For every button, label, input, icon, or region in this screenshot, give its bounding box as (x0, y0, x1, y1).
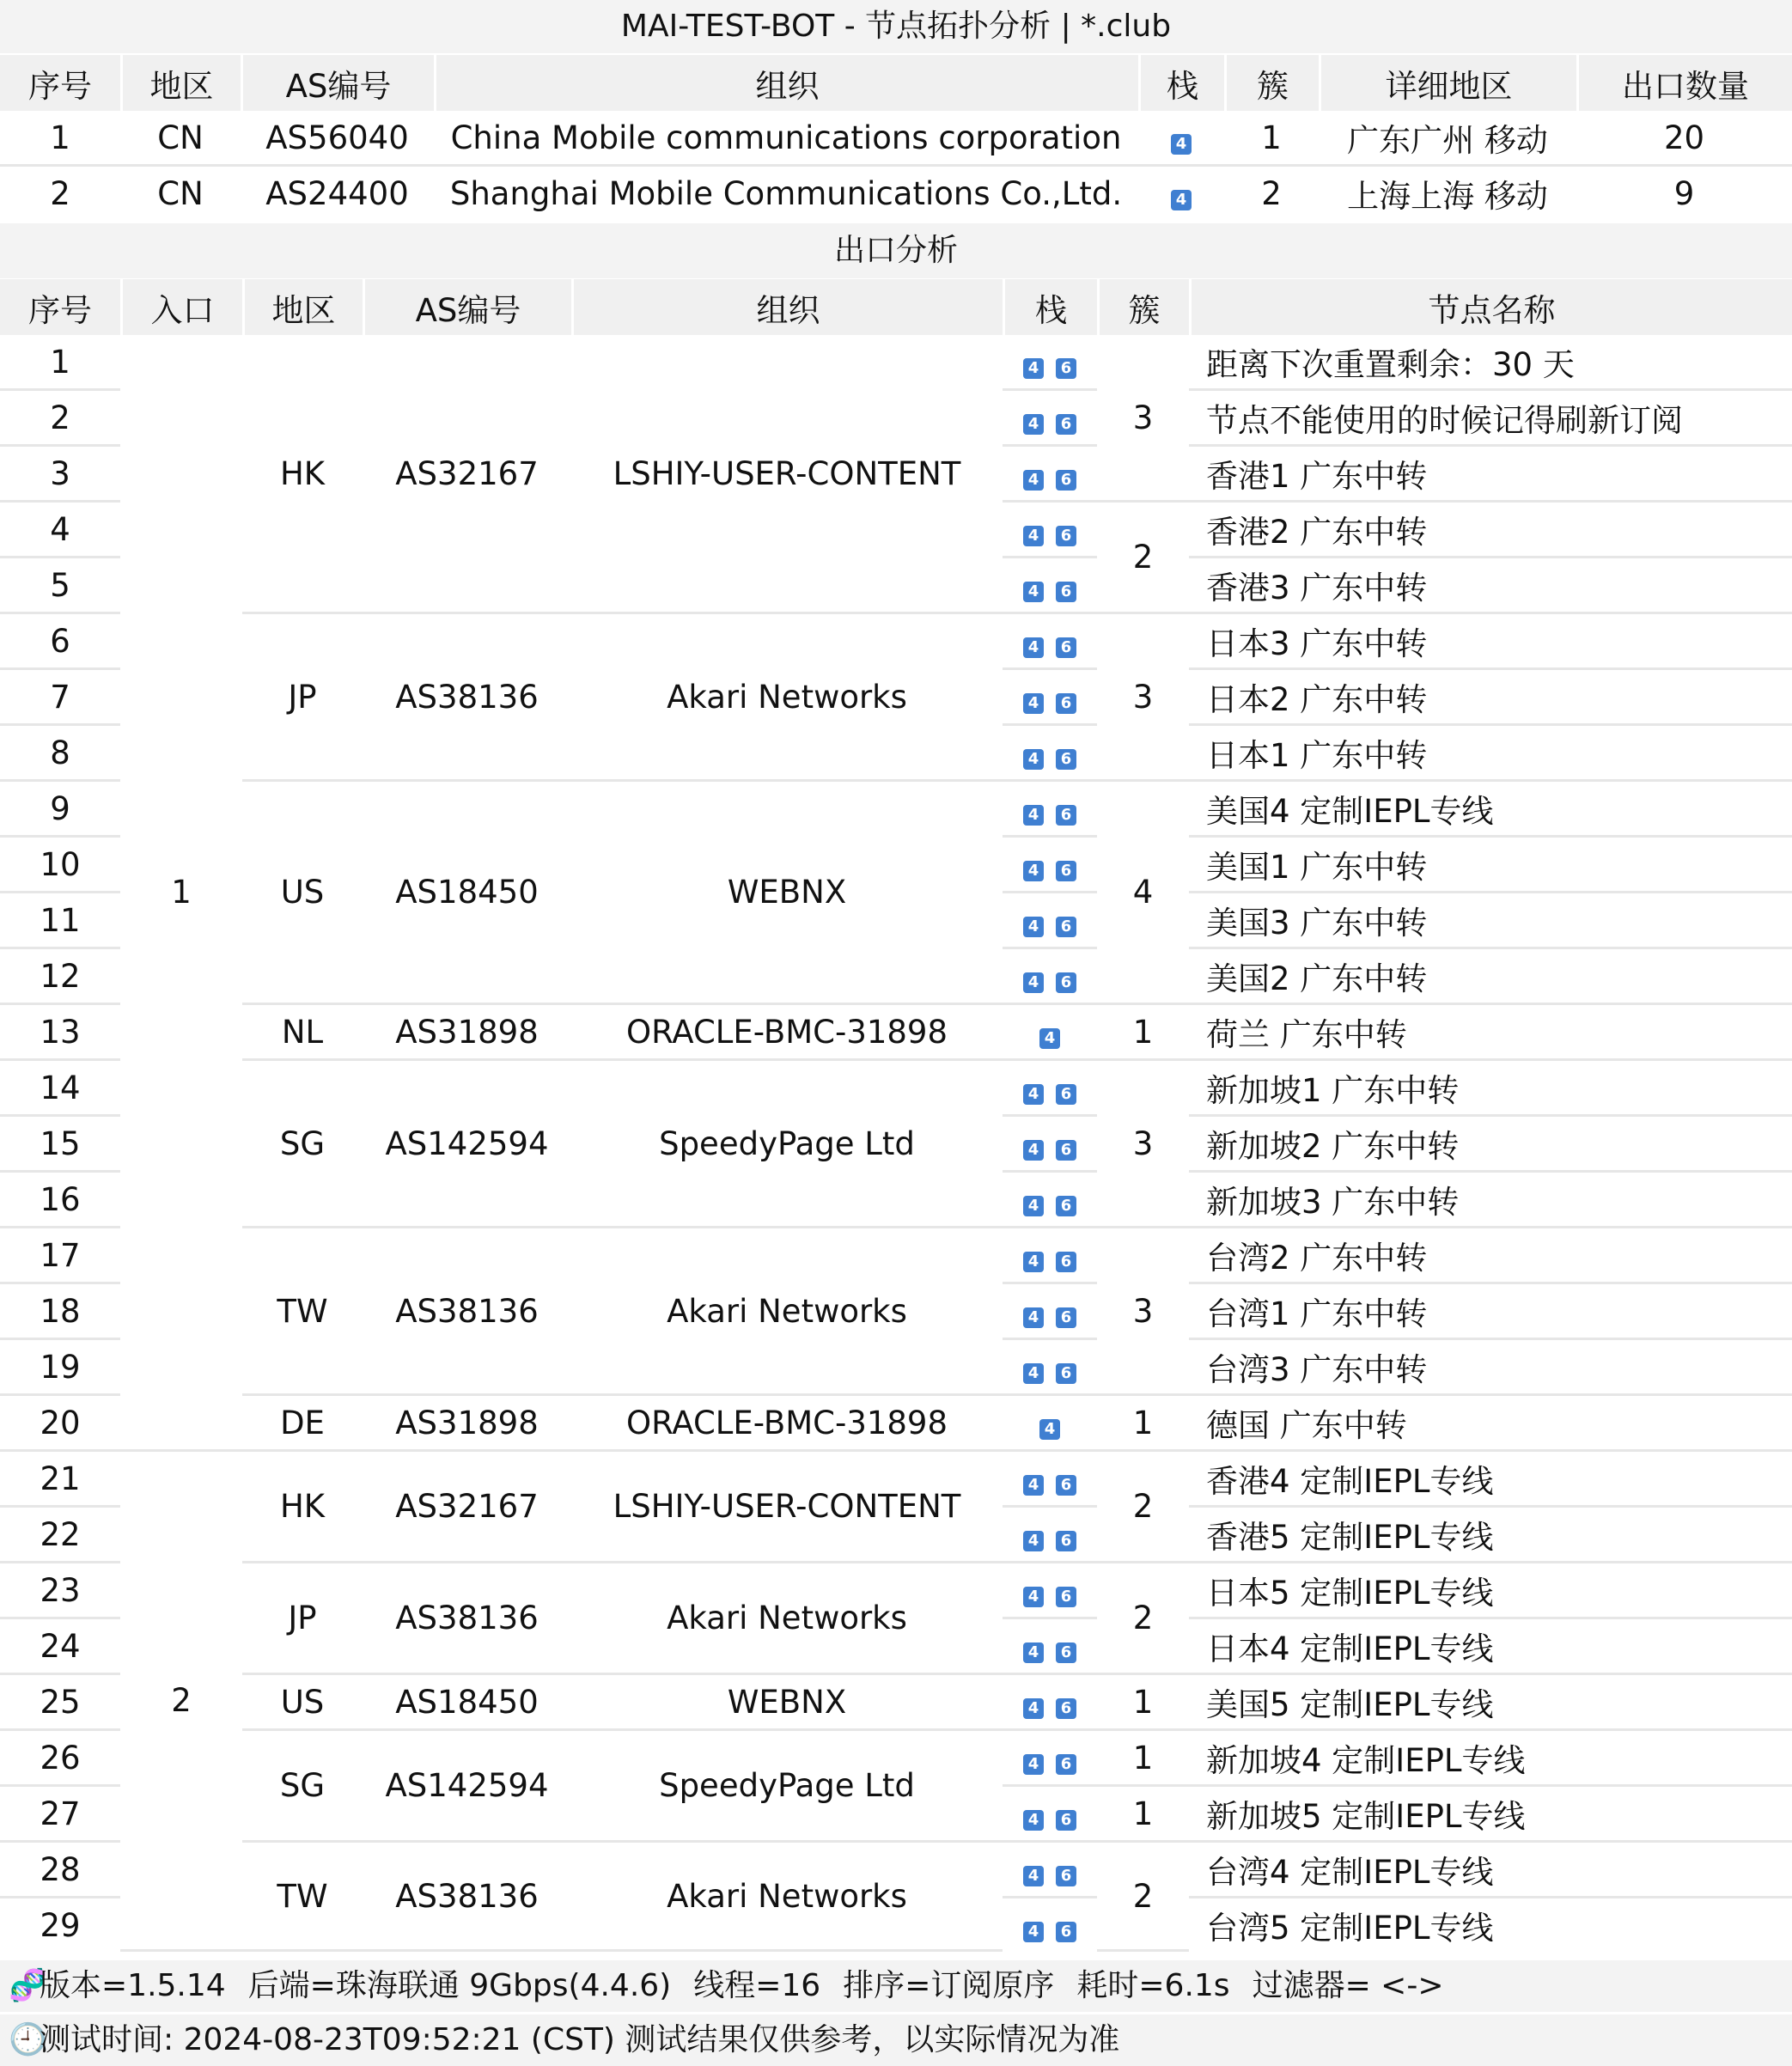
stack-badges (1023, 972, 1076, 993)
stack-cell (1003, 1228, 1097, 1284)
region-cell: US (242, 782, 363, 1005)
table-row (0, 1452, 1792, 1508)
organization-cell: Akari Networks (571, 1563, 1003, 1675)
ipv6-badge-icon: 6 (1056, 1363, 1076, 1384)
column-header: 序号 (0, 55, 120, 111)
as-number-cell: AS142594 (363, 1731, 571, 1843)
ipv4-badge-icon: 4 (1023, 1307, 1044, 1328)
table-row (0, 1731, 1792, 1787)
table-row (0, 111, 1792, 167)
stack-cell (1003, 1898, 1097, 1952)
ipv6-badge-icon: 6 (1056, 1531, 1076, 1551)
ipv6-badge-icon: 6 (1056, 917, 1076, 937)
stack-badges (1023, 1698, 1076, 1719)
ipv4-badge-icon: 4 (1023, 414, 1044, 435)
ipv4-badge-icon: 4 (1039, 1028, 1060, 1049)
row-index: 2 (50, 174, 70, 212)
exit-count-cell: 9 (1673, 174, 1695, 212)
detail-region-cell: 广东广州 移动 (1319, 111, 1576, 167)
ipv4-badge-icon: 4 (1023, 1084, 1044, 1105)
table-row (0, 167, 1792, 220)
row-index: 25 (0, 1675, 120, 1731)
stack-cell (1003, 1731, 1097, 1787)
column-header: 入口 (120, 279, 242, 335)
ipv4-badge-icon: 4 (1171, 190, 1192, 210)
ipv4-badge-icon: 4 (1023, 917, 1044, 937)
cluster-cell: 3 (1097, 335, 1189, 503)
stack-badges (1023, 1810, 1076, 1831)
row-index: 7 (0, 670, 120, 726)
cluster-cell: 1 (1097, 1005, 1189, 1061)
ipv6-badge-icon: 6 (1056, 805, 1076, 826)
clock-icon: 🕘 (9, 2022, 47, 2057)
region-cell: DE (242, 1396, 363, 1452)
organization-cell: ORACLE-BMC-31898 (571, 1005, 1003, 1061)
table-row (0, 1228, 1792, 1284)
organization-cell: China Mobile communications corporation (434, 111, 1138, 167)
ipv6-badge-icon: 6 (1056, 861, 1076, 881)
footer-item: 版本=1.5.14 (40, 1968, 226, 2003)
ipv6-badge-icon: 6 (1056, 414, 1076, 435)
cluster-cell: 2 (1261, 174, 1282, 212)
stack-badges (1023, 1642, 1076, 1663)
row-index: 19 (0, 1340, 120, 1396)
stack-badges (1023, 1922, 1076, 1942)
ipv4-badge-icon: 4 (1023, 1140, 1044, 1161)
row-index: 12 (0, 949, 120, 1005)
organization-cell: Akari Networks (571, 1228, 1003, 1396)
as-number-cell: AS24400 (265, 174, 409, 212)
ipv4-badge-icon: 4 (1023, 861, 1044, 881)
ipv6-badge-icon: 6 (1056, 1810, 1076, 1831)
stack-badges (1023, 861, 1076, 881)
ipv6-badge-icon: 6 (1056, 749, 1076, 770)
node-name-cell: 新加坡2 广东中转 (1189, 1117, 1792, 1173)
ipv4-badge-icon: 4 (1023, 1252, 1044, 1272)
node-name-cell: 台湾4 定制IEPL专线 (1189, 1843, 1792, 1898)
node-name-cell: 香港5 定制IEPL专线 (1189, 1508, 1792, 1563)
table-row (0, 1843, 1792, 1898)
entry-table-body (0, 111, 1792, 220)
row-index: 21 (0, 1452, 120, 1508)
stack-badges (1023, 1084, 1076, 1105)
stack-badges (1023, 693, 1076, 714)
node-name-cell: 台湾2 广东中转 (1189, 1228, 1792, 1284)
node-name-cell: 新加坡5 定制IEPL专线 (1189, 1787, 1792, 1843)
region-cell: US (242, 1675, 363, 1731)
stack-cell (1003, 558, 1097, 614)
node-name-cell: 新加坡3 广东中转 (1189, 1173, 1792, 1228)
stack-badges (1023, 1866, 1076, 1886)
stack-cell (1003, 335, 1097, 391)
stack-cell (1003, 949, 1097, 1005)
row-index: 23 (0, 1563, 120, 1619)
row-index: 2 (0, 391, 120, 447)
organization-cell: Shanghai Mobile Communications Co.,Ltd. (449, 174, 1123, 212)
region-cell: CN (120, 111, 241, 167)
column-header: 栈 (1138, 55, 1224, 111)
footer-item: 过滤器= <-> (1252, 1968, 1444, 2003)
stack-cell (1003, 893, 1097, 949)
cluster-cell: 4 (1097, 782, 1189, 1005)
stack-cell (1003, 1787, 1097, 1843)
node-name-cell: 新加坡1 广东中转 (1189, 1061, 1792, 1117)
footer-items (40, 1968, 1466, 2003)
organization-cell: ORACLE-BMC-31898 (571, 1396, 1003, 1452)
exit-table (0, 279, 1792, 1952)
cluster-cell: 2 (1097, 1563, 1189, 1675)
cluster-cell: 1 (1097, 1731, 1189, 1787)
entry-table (0, 55, 1792, 220)
node-name-cell: 香港2 广东中转 (1189, 503, 1792, 558)
row-index: 4 (0, 503, 120, 558)
footer-info-line (0, 1960, 1792, 2012)
ipv4-badge-icon: 4 (1023, 1531, 1044, 1551)
stack-badges (1023, 470, 1076, 491)
stack-badges (1023, 1754, 1076, 1775)
table-row (0, 335, 1792, 391)
stack-cell (1003, 1563, 1097, 1619)
ipv4-badge-icon: 4 (1023, 470, 1044, 491)
region-cell: JP (242, 614, 363, 782)
stack-badges (1023, 1587, 1076, 1607)
detail-region-cell: 上海上海 移动 (1347, 178, 1548, 215)
node-name-cell: 美国5 定制IEPL专线 (1189, 1675, 1792, 1731)
column-header: 详细地区 (1319, 55, 1576, 111)
node-name-cell: 美国4 定制IEPL专线 (1189, 782, 1792, 838)
ipv4-badge-icon: 4 (1023, 972, 1044, 993)
as-number-cell: AS38136 (363, 614, 571, 782)
node-name-cell: 日本1 广东中转 (1189, 726, 1792, 782)
as-number-cell: AS18450 (363, 782, 571, 1005)
footer-item: 排序=订阅原序 (843, 1968, 1055, 2003)
stack-cell (1003, 447, 1097, 503)
ipv4-badge-icon: 4 (1023, 1642, 1044, 1663)
stack-badges (1023, 749, 1076, 770)
column-header: 簇 (1097, 279, 1189, 335)
column-header: AS编号 (241, 55, 434, 111)
ipv6-badge-icon: 6 (1056, 358, 1076, 379)
as-number-cell: AS142594 (363, 1061, 571, 1228)
stack-badges (1039, 1419, 1060, 1440)
cluster-cell: 3 (1097, 614, 1189, 782)
stack-cell (1003, 1284, 1097, 1340)
stack-badges (1023, 1307, 1076, 1328)
stack-cell (1003, 1005, 1097, 1061)
ipv6-badge-icon: 6 (1056, 1307, 1076, 1328)
ipv4-badge-icon: 4 (1023, 358, 1044, 379)
ipv6-badge-icon: 6 (1056, 526, 1076, 546)
table-row (0, 1396, 1792, 1452)
stack-cell (1003, 1843, 1097, 1898)
row-index: 27 (0, 1787, 120, 1843)
column-header: 出口数量 (1576, 55, 1792, 111)
column-header: 栈 (1003, 279, 1097, 335)
row-index: 13 (0, 1005, 120, 1061)
row-index: 26 (0, 1731, 120, 1787)
cluster-cell: 1 (1097, 1396, 1189, 1452)
column-header: 地区 (242, 279, 363, 335)
ipv6-badge-icon: 6 (1056, 1196, 1076, 1216)
ipv6-badge-icon: 6 (1056, 1252, 1076, 1272)
ipv4-badge-icon: 4 (1023, 1866, 1044, 1886)
node-name-cell: 距离下次重置剩余：30 天 (1189, 335, 1792, 391)
ipv4-badge-icon: 4 (1023, 1754, 1044, 1775)
stack-cell (1138, 111, 1224, 167)
ipv4-badge-icon: 4 (1023, 582, 1044, 602)
organization-cell: LSHIY-USER-CONTENT (571, 1452, 1003, 1563)
node-name-cell: 日本2 广东中转 (1189, 670, 1792, 726)
stack-cell (1138, 167, 1224, 220)
organization-cell: Akari Networks (571, 614, 1003, 782)
stack-cell (1003, 1173, 1097, 1228)
cluster-cell: 1 (1097, 1675, 1189, 1731)
ipv6-badge-icon: 6 (1056, 1698, 1076, 1719)
organization-cell: Akari Networks (571, 1843, 1003, 1952)
ipv4-badge-icon: 4 (1023, 805, 1044, 826)
node-name-cell: 荷兰 广东中转 (1189, 1005, 1792, 1061)
as-number-cell: AS32167 (363, 1452, 571, 1563)
footer-item: 线程=16 (693, 1968, 821, 2003)
ipv6-badge-icon: 6 (1056, 1140, 1076, 1161)
column-header: 组织 (434, 55, 1138, 111)
ipv6-badge-icon: 6 (1056, 693, 1076, 714)
dna-icon: 🧬 (9, 1968, 47, 2003)
table-row (0, 1675, 1792, 1731)
stack-cell (1003, 1508, 1097, 1563)
footer-item: 后端=珠海联通 9Gbps(4.4.6) (247, 1968, 672, 2003)
stack-badges (1023, 1252, 1076, 1272)
ipv4-badge-icon: 4 (1023, 1196, 1044, 1216)
stack-badges (1023, 1140, 1076, 1161)
stack-cell (1003, 726, 1097, 782)
row-index: 17 (0, 1228, 120, 1284)
row-index: 6 (0, 614, 120, 670)
ipv4-badge-icon: 4 (1023, 1810, 1044, 1831)
cluster-cell: 1 (1224, 111, 1319, 167)
node-name-cell: 香港3 广东中转 (1189, 558, 1792, 614)
ipv4-badge-icon: 4 (1039, 1419, 1060, 1440)
stack-badges (1023, 1531, 1076, 1551)
ipv4-badge-icon: 4 (1023, 1475, 1044, 1496)
row-index: 16 (0, 1173, 120, 1228)
stack-cell (1003, 1396, 1097, 1452)
as-number-cell: AS38136 (363, 1563, 571, 1675)
row-index: 29 (40, 1906, 81, 1944)
node-name-cell: 台湾3 广东中转 (1189, 1340, 1792, 1396)
table-row (0, 782, 1792, 838)
stack-cell (1003, 670, 1097, 726)
table-row (0, 1005, 1792, 1061)
row-index: 1 (0, 111, 120, 167)
row-index: 22 (0, 1508, 120, 1563)
node-name-cell: 美国1 广东中转 (1189, 838, 1792, 893)
region-cell: NL (242, 1005, 363, 1061)
ipv4-badge-icon: 4 (1023, 637, 1044, 658)
ipv6-badge-icon: 6 (1056, 1587, 1076, 1607)
as-number-cell: AS31898 (363, 1005, 571, 1061)
stack-badges (1039, 1028, 1060, 1049)
node-name-cell: 节点不能使用的时候记得刷新订阅 (1189, 391, 1792, 447)
as-number-cell: AS31898 (363, 1396, 571, 1452)
table-row (0, 614, 1792, 670)
organization-cell: WEBNX (571, 1675, 1003, 1731)
node-name-cell: 台湾1 广东中转 (1189, 1284, 1792, 1340)
cluster-cell: 3 (1097, 1061, 1189, 1228)
row-index: 3 (0, 447, 120, 503)
column-header: AS编号 (363, 279, 571, 335)
page-title: MAI-TEST-BOT - 节点拓扑分析 | *.club (0, 0, 1792, 53)
ipv4-badge-icon: 4 (1023, 1363, 1044, 1384)
exit-header-row (0, 279, 1792, 335)
column-header: 簇 (1224, 55, 1319, 111)
ipv4-badge-icon: 4 (1023, 1587, 1044, 1607)
cluster-cell: 3 (1097, 1228, 1189, 1396)
footer-time-line (0, 2014, 1792, 2066)
entry-cell: 2 (120, 1452, 242, 1952)
ipv4-badge-icon: 4 (1023, 749, 1044, 770)
exit-count-cell: 20 (1576, 111, 1792, 167)
stack-cell (1003, 1619, 1097, 1675)
ipv6-badge-icon: 6 (1056, 470, 1076, 491)
ipv6-badge-icon: 6 (1056, 1475, 1076, 1496)
row-index: 10 (0, 838, 120, 893)
exit-section-title: 出口分析 (0, 223, 1792, 278)
stack-cell (1003, 1340, 1097, 1396)
ipv6-badge-icon: 6 (1056, 1754, 1076, 1775)
row-index: 8 (0, 726, 120, 782)
ipv6-badge-icon: 6 (1056, 972, 1076, 993)
stack-badges (1171, 134, 1192, 155)
row-index: 9 (0, 782, 120, 838)
stack-cell (1003, 614, 1097, 670)
ipv6-badge-icon: 6 (1056, 1084, 1076, 1105)
stack-cell (1003, 503, 1097, 558)
as-number-cell: AS38136 (363, 1228, 571, 1396)
organization-cell: SpeedyPage Ltd (571, 1731, 1003, 1843)
stack-badges (1023, 582, 1076, 602)
footer-item: 耗时=6.1s (1076, 1968, 1230, 2003)
row-index: 15 (0, 1117, 120, 1173)
table-row (0, 1563, 1792, 1619)
stack-cell (1003, 1117, 1097, 1173)
ipv6-badge-icon: 6 (1056, 1642, 1076, 1663)
stack-cell (1003, 838, 1097, 893)
ipv4-badge-icon: 4 (1023, 693, 1044, 714)
ipv4-badge-icon: 4 (1023, 526, 1044, 546)
as-number-cell: AS38136 (363, 1843, 571, 1952)
stack-badges (1023, 1363, 1076, 1384)
row-index: 28 (0, 1843, 120, 1898)
table-row (0, 1061, 1792, 1117)
column-header: 组织 (571, 279, 1003, 335)
as-number-cell: AS18450 (363, 1675, 571, 1731)
node-name-cell: 德国 广东中转 (1189, 1396, 1792, 1452)
organization-cell: SpeedyPage Ltd (571, 1061, 1003, 1228)
region-cell: JP (242, 1563, 363, 1675)
row-index: 24 (0, 1619, 120, 1675)
row-index: 1 (0, 335, 120, 391)
node-name-cell: 美国3 广东中转 (1189, 893, 1792, 949)
column-header: 序号 (0, 279, 120, 335)
node-name-cell: 台湾5 定制IEPL专线 (1206, 1910, 1494, 1947)
row-index: 20 (0, 1396, 120, 1452)
node-name-cell: 美国2 广东中转 (1189, 949, 1792, 1005)
stack-cell (1003, 391, 1097, 447)
stack-badges (1023, 358, 1076, 379)
cluster-cell: 2 (1097, 1452, 1189, 1563)
region-cell: TW (242, 1843, 363, 1952)
column-header: 地区 (120, 55, 241, 111)
stack-badges (1023, 637, 1076, 658)
region-cell: TW (242, 1228, 363, 1396)
ipv4-badge-icon: 4 (1171, 134, 1192, 155)
entry-header-row (0, 55, 1792, 111)
stack-badges (1023, 526, 1076, 546)
stack-cell (1003, 1452, 1097, 1508)
stack-badges (1023, 414, 1076, 435)
node-name-cell: 日本3 广东中转 (1189, 614, 1792, 670)
ipv6-badge-icon: 6 (1056, 637, 1076, 658)
ipv6-badge-icon: 6 (1056, 582, 1076, 602)
node-name-cell: 香港4 定制IEPL专线 (1189, 1452, 1792, 1508)
region-cell: HK (242, 335, 363, 614)
stack-badges (1023, 1475, 1076, 1496)
row-index: 5 (0, 558, 120, 614)
stack-badges (1023, 1196, 1076, 1216)
ipv6-badge-icon: 6 (1056, 1922, 1076, 1942)
region-cell: CN (157, 174, 204, 212)
row-index: 18 (0, 1284, 120, 1340)
stack-cell (1003, 782, 1097, 838)
ipv6-badge-icon: 6 (1056, 1866, 1076, 1886)
stack-cell (1003, 1061, 1097, 1117)
cluster-cell: 2 (1097, 503, 1189, 614)
stack-badges (1171, 190, 1192, 210)
entry-cell: 1 (120, 335, 242, 1452)
as-number-cell: AS32167 (363, 335, 571, 614)
node-name-cell: 日本5 定制IEPL专线 (1189, 1563, 1792, 1619)
region-cell: HK (242, 1452, 363, 1563)
region-cell: SG (242, 1731, 363, 1843)
cluster-cell: 1 (1097, 1787, 1189, 1843)
stack-badges (1023, 917, 1076, 937)
stack-badges (1023, 805, 1076, 826)
node-name-cell: 香港1 广东中转 (1189, 447, 1792, 503)
row-index: 11 (0, 893, 120, 949)
exit-table-body (0, 335, 1792, 1952)
organization-cell: WEBNX (571, 782, 1003, 1005)
organization-cell: LSHIY-USER-CONTENT (571, 335, 1003, 614)
stack-cell (1003, 1675, 1097, 1731)
node-name-cell: 新加坡4 定制IEPL专线 (1189, 1731, 1792, 1787)
column-header: 节点名称 (1189, 279, 1792, 335)
cluster-cell: 2 (1097, 1843, 1189, 1952)
region-cell: SG (242, 1061, 363, 1228)
ipv4-badge-icon: 4 (1023, 1922, 1044, 1942)
ipv4-badge-icon: 4 (1023, 1698, 1044, 1719)
as-number-cell: AS56040 (241, 111, 434, 167)
row-index: 14 (0, 1061, 120, 1117)
footer-test-time: 测试时间: 2024-08-23T09:52:21 (CST) 测试结果仅供参考，以实际情况为准 (40, 2022, 1120, 2057)
node-name-cell: 日本4 定制IEPL专线 (1189, 1619, 1792, 1675)
